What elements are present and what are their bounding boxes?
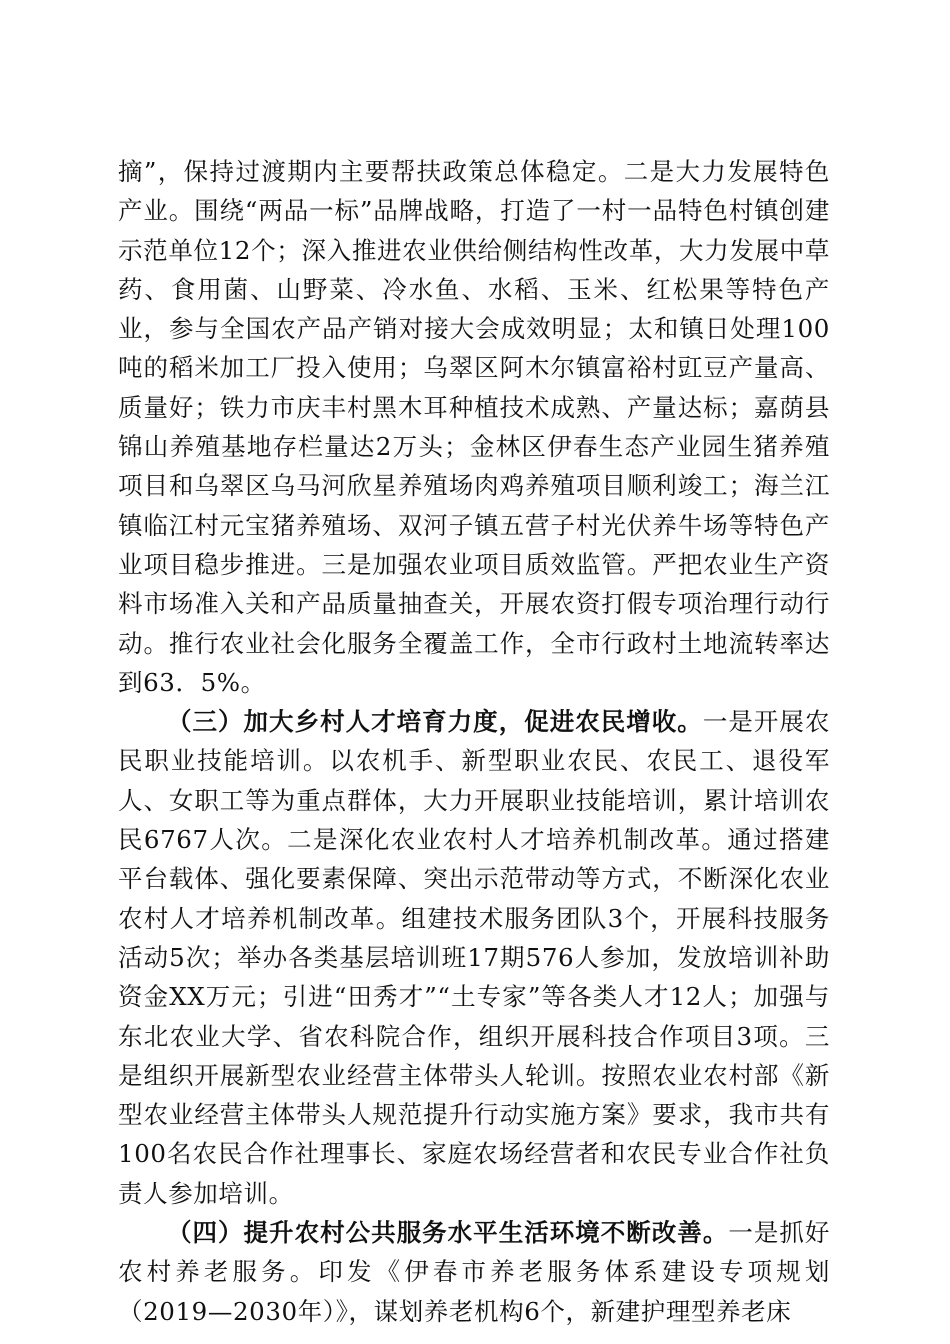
paragraph-body: 摘”，保持过渡期内主要帮扶政策总体稳定。二是大力发展特色产业。围绕“两品一标”品牌战略，打造了一村一品特色村镇创建示范单位12个；深入推进农业供给侧结构性改革，大力发展中草药、食用菌、山野菜、冷水鱼、水稻、玉米、红松果等特色产业，参与全国农产品产销对接大会成效明显；太和镇日处理100吨的稻米加工厂投入使用；乌翠区阿木尔镇富裕村豇豆产量高、质量好；铁力市庆丰村黑木耳种植技术成熟、产量达标；嘉荫县锦山养殖基地存栏量达2万头；金林区伊春生态产业园生猪养殖项目和乌翠区乌马河欣星养殖场肉鸡养殖项目顺利竣工；海兰江镇临江村元宝猪养殖场、双河子镇五营子村光伏养牛场等特色产业项目稳步推进。三是加强农业项目质效监管。严把农业生产资料市场准入关和产品质量抽查关，开展农资打假专项治理行动行动。推行农业社会化服务全覆盖工作，全市行政村土地流转率达到63．5%。 [118, 157, 830, 697]
section-heading: （三）加大乡村人才培育力度，促进农民增收。 [167, 707, 703, 737]
paragraph-body: 一是抓好农村养老服务。印发《伊春市养老服务体系建设专项规划（2019—2030年）》，谋划养老机构6个，新建护理型养老床 [118, 1218, 830, 1326]
paragraph-section-4 [118, 1213, 830, 1331]
section-heading: （四）提升农村公共服务水平生活环境不断改善。 [167, 1218, 729, 1248]
paragraph-body: 一是开展农民职业技能培训。以农机手、新型职业农民、农民工、退役军人、女职工等为重点群体，大力开展职业技能培训，累计培训农民6767人次。二是深化农业农村人才培养机制改革。通过搭建平台载体、强化要素保障、突出示范带动等方式，不断深化农业农村人才培养机制改革。组建技术服务团队3个，开展科技服务活动5次；举办各类基层培训班17期576人参加，发放培训补助资金XX万元；引进“田秀才”“土专家”等各类人才12人；加强与东北农业大学、省农科院合作，组织开展科技合作项目3项。三是组织开展新型农业经营主体带头人轮训。按照农业农村部《新型农业经营主体带头人规范提升行动实施方案》要求，我市共有100名农民合作社理事长、家庭农场经营者和农民专业合作社负责人参加培训。 [118, 707, 830, 1208]
paragraph-continuation [118, 152, 830, 702]
document-page [118, 152, 830, 1331]
paragraph-section-3 [118, 702, 830, 1213]
